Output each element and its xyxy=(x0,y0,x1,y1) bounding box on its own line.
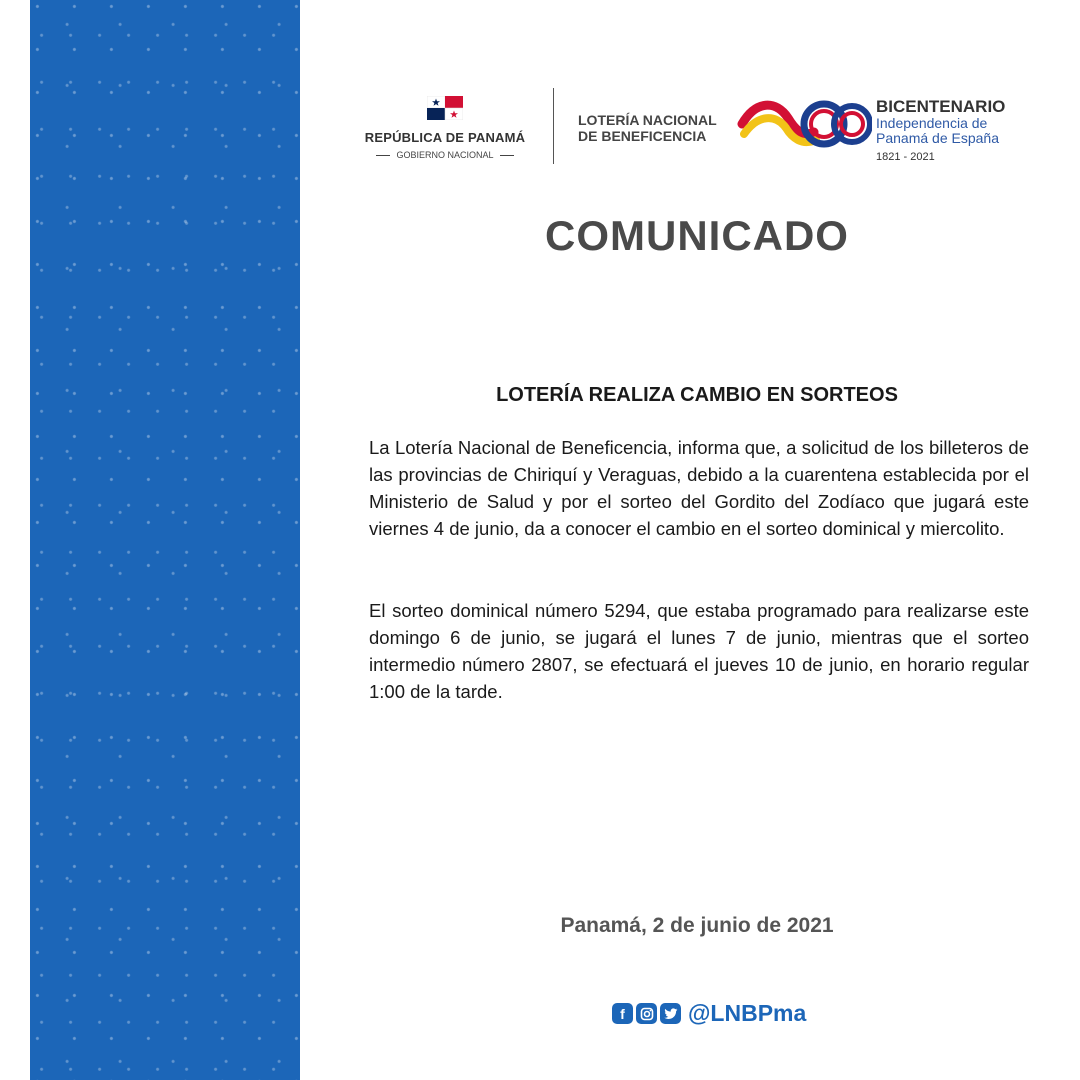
facebook-icon[interactable]: f xyxy=(612,1003,633,1024)
government-subtitle: GOBIERNO NACIONAL xyxy=(350,150,540,160)
government-name: REPÚBLICA DE PANAMÁ xyxy=(364,130,526,145)
document-title: COMUNICADO xyxy=(545,212,849,259)
dateline: Panamá, 2 de junio de 2021 xyxy=(560,914,834,937)
body-paragraph-1: La Lotería Nacional de Beneficencia, informa que, a solicitud de los billeteros de las provincias de Chiriquí y Veraguas, debido a la cuarentena establecida por el Ministerio de Salud y por el sorteo del Gordito del Zodíaco que jugará este viernes 4 de junio, da a conocer el cambio en el sorteo dominical y miercolito. xyxy=(369,437,1029,539)
lottery-name-line1: LOTERÍA NACIONAL xyxy=(578,112,717,128)
bicentennial-logo-text xyxy=(876,98,1005,163)
bicentennial-ribbon-logo xyxy=(736,94,872,156)
headline: LOTERÍA REALIZA CAMBIO EN SORTEOS xyxy=(496,384,898,406)
lottery-name-line2: DE BENEFICENCIA xyxy=(578,128,707,144)
body-paragraph-2: El sorteo dominical número 5294, que estaba programado para realizarse este domingo 6 de junio, se jugará el lunes 7 de junio, mientras que el sorteo intermedio número 2807, se efectuará el jueves 10 de junio, en horario regular 1:00 de la tarde. xyxy=(369,600,1029,702)
bicentennial-line1: Independencia de xyxy=(876,115,988,131)
bicentennial-title: BICENTENARIO xyxy=(876,97,1006,116)
bicentennial-years: 1821 - 2021 xyxy=(876,151,935,163)
lottery-name xyxy=(578,112,717,144)
panama-flag-icon xyxy=(427,96,463,120)
decorative-blue-band xyxy=(30,0,300,1080)
social-handle[interactable]: @LNBPma xyxy=(688,1000,807,1026)
instagram-icon[interactable] xyxy=(636,1003,657,1024)
header-divider xyxy=(553,88,554,164)
bicentennial-line2: Panamá de España xyxy=(876,130,999,146)
social-links xyxy=(612,1000,806,1027)
twitter-icon[interactable] xyxy=(660,1003,681,1024)
government-logo xyxy=(350,96,540,160)
